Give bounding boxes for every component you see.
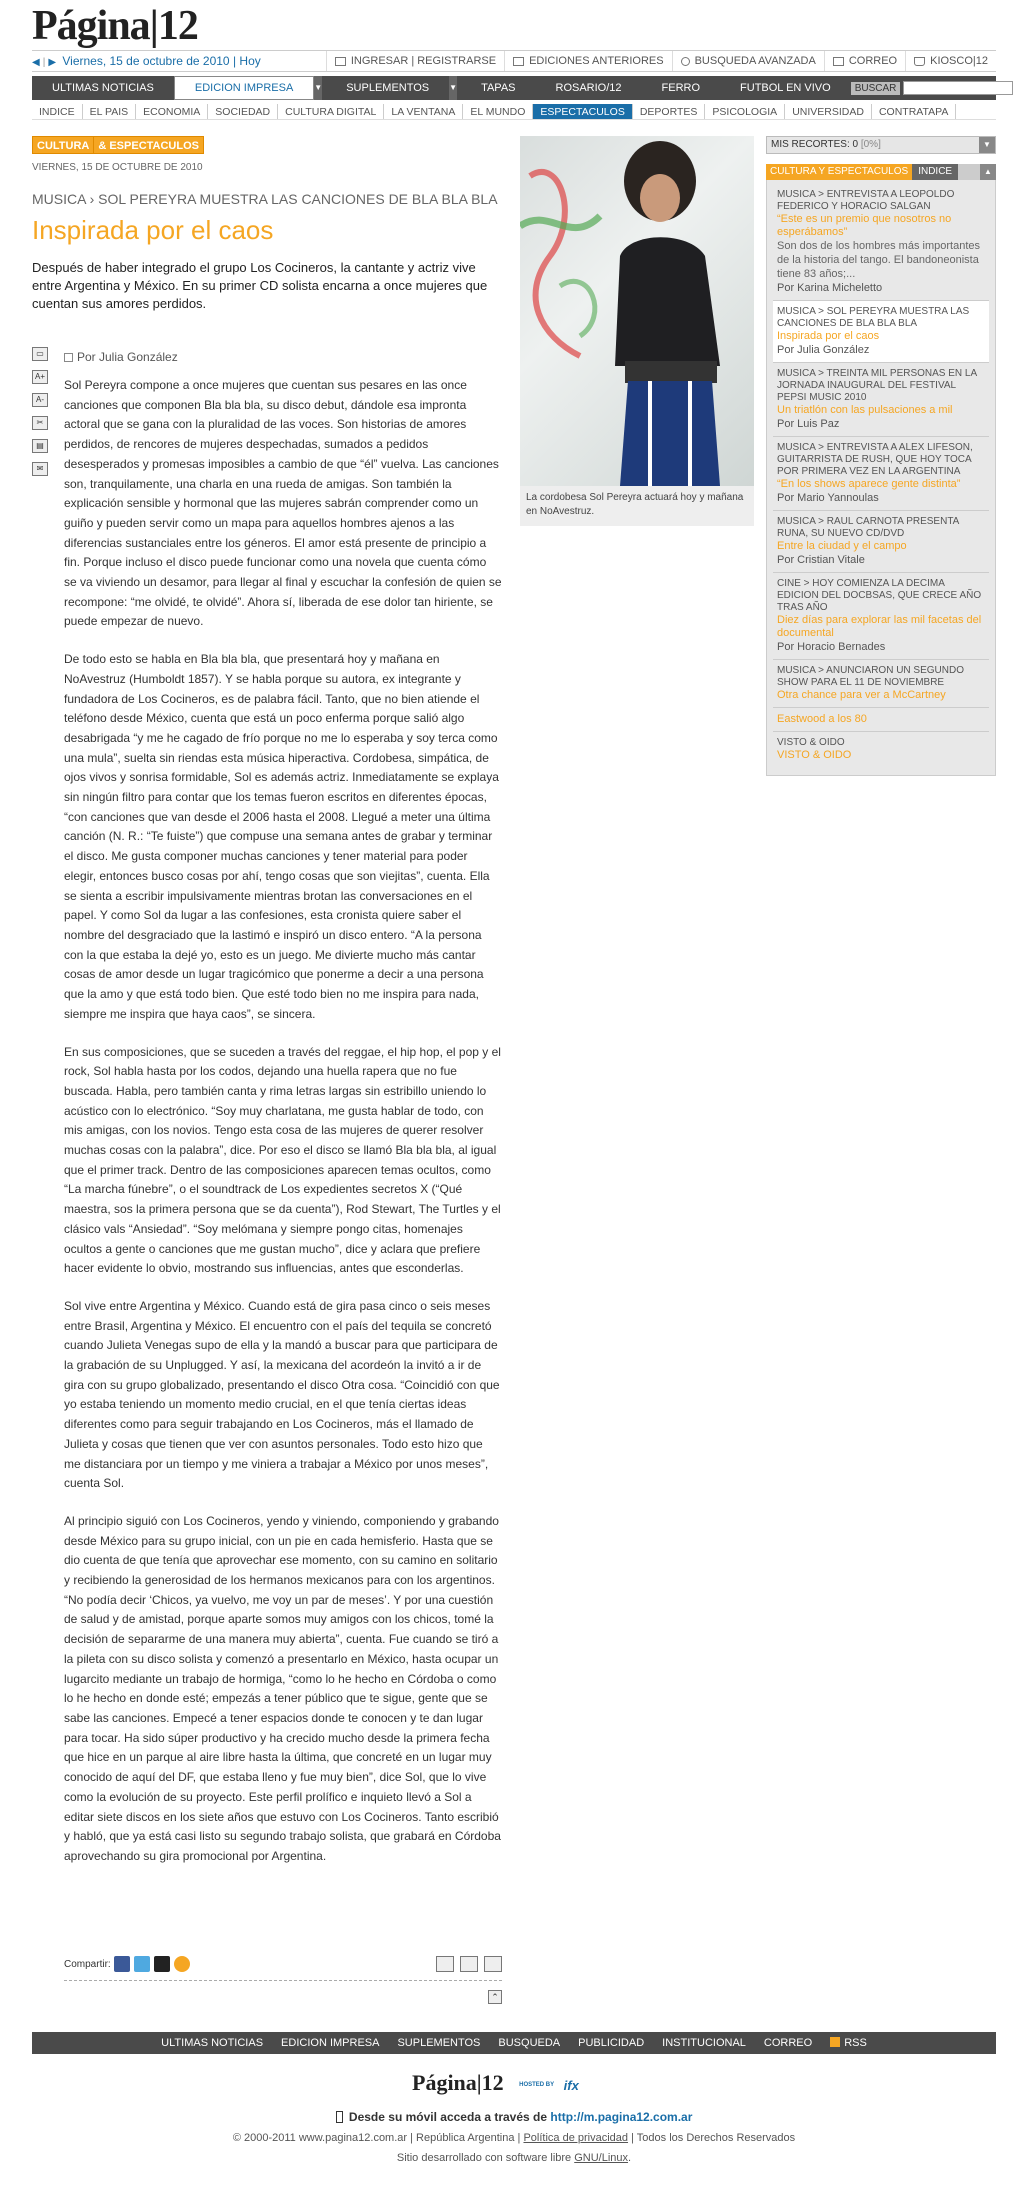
copyright: © 2000-2011 www.pagina12.com.ar | República Argentina | Política de privacidad | Todos los Derechos Reservados bbox=[232, 2132, 796, 2144]
font-decrease-icon[interactable]: A- bbox=[32, 393, 48, 407]
section-economia[interactable]: ECONOMIA bbox=[136, 104, 208, 119]
sidebar bbox=[766, 136, 996, 776]
tab-indice[interactable]: INDICE bbox=[912, 164, 958, 180]
photo-image bbox=[520, 136, 754, 486]
nav-tapas[interactable]: TAPAS bbox=[481, 82, 516, 94]
mobile-phone-icon bbox=[336, 2111, 343, 2123]
lock-icon bbox=[335, 57, 346, 66]
play-icon bbox=[64, 353, 73, 362]
social-buttons bbox=[114, 1956, 194, 1972]
facebook-icon[interactable] bbox=[114, 1956, 130, 1972]
advanced-search-link[interactable]: BUSQUEDA AVANZADA bbox=[672, 51, 824, 71]
list-item[interactable]: MUSICA > ANUNCIARON UN SEGUNDO SHOW PARA EL 11 DE NOVIEMBRE Otra chance para ver a McCartney bbox=[773, 660, 989, 708]
hosted-by-label: HOSTED BY bbox=[519, 2081, 555, 2088]
singer-illustration bbox=[520, 136, 754, 486]
mobile-url-link[interactable]: http://m.pagina12.com.ar bbox=[550, 2110, 693, 2124]
site-logo[interactable] bbox=[32, 4, 198, 48]
article-headline: Inspirada por el caos bbox=[32, 215, 274, 245]
nav-ferro[interactable]: FERRO bbox=[661, 82, 701, 94]
byline: Por Julia González bbox=[64, 350, 178, 364]
section-universidad[interactable]: UNIVERSIDAD bbox=[785, 104, 872, 119]
photo-caption: La cordobesa Sol Pereyra actuará hoy y mañana en NoAvestruz. bbox=[526, 492, 744, 517]
logo-text[interactable]: Página|12 bbox=[32, 3, 198, 49]
scissors-icon[interactable]: ✂ bbox=[32, 416, 48, 430]
nav-suplementos[interactable]: SUPLEMENTOS bbox=[346, 82, 430, 94]
top-bar bbox=[32, 50, 996, 72]
mail-link[interactable]: CORREO bbox=[824, 51, 905, 71]
search-button[interactable]: BUSCAR bbox=[851, 82, 901, 95]
nav-futbol-en-vivo[interactable]: FUTBOL EN VIVO bbox=[740, 82, 831, 94]
back-to-top-icon[interactable]: ⌃ bbox=[488, 1990, 502, 2004]
list-item[interactable]: MUSICA > ENTREVISTA A ALEX LIFESON, GUITARRISTA DE RUSH, QUE HOY TOCA POR PRIMERA VEZ EN LA ARGENTINA “En los shows aparece gente distinta” Por Mario Yannoulas bbox=[773, 437, 989, 511]
list-item[interactable]: MUSICA > ENTREVISTA A LEOPOLDO FEDERICO Y HORACIO SALGAN “Este es un premio que nosotros no esperábamos” Son dos de los hombres más importantes de la historia del tango. El bandoneonista tiene 83 años;... Por Karina Micheletto bbox=[773, 184, 989, 301]
chevron-down-icon[interactable]: ▼ bbox=[449, 76, 457, 100]
share-tools bbox=[430, 1956, 502, 1972]
mail-icon bbox=[833, 57, 844, 66]
footer-ultimas-noticias[interactable]: ULTIMAS NOTICIAS bbox=[161, 2037, 264, 2049]
share-bar bbox=[64, 1953, 502, 1981]
nav-ultimas-noticias[interactable]: ULTIMAS NOTICIAS bbox=[52, 82, 154, 94]
footer-publicidad[interactable]: PUBLICIDAD bbox=[578, 2037, 645, 2049]
nav-rosario12[interactable]: ROSARIO/12 bbox=[555, 82, 622, 94]
page bbox=[32, 0, 996, 2189]
meneame-icon[interactable] bbox=[174, 1956, 190, 1972]
clippings-percent: [0%] bbox=[860, 139, 881, 150]
footer-suplementos[interactable]: SUPLEMENTOS bbox=[397, 2037, 481, 2049]
scissors-icon[interactable] bbox=[436, 1956, 454, 1972]
share-label: Compartir: bbox=[64, 1959, 111, 1970]
article-body bbox=[64, 376, 502, 1885]
print-icon[interactable] bbox=[460, 1956, 478, 1972]
article-lead: Después de haber integrado el grupo Los Cocineros, la cantante y actriz vive entre Argentina y México. En su primer CD solista encarna a once mujeres que cuentan sus amores perdidos. bbox=[32, 260, 488, 311]
section-deportes[interactable]: DEPORTES bbox=[633, 104, 706, 119]
font-increase-icon[interactable]: A+ bbox=[32, 370, 48, 384]
gnu-linux-link[interactable]: GNU/Linux bbox=[574, 2152, 629, 2164]
today-link[interactable]: Hoy bbox=[239, 54, 261, 68]
cart-icon bbox=[914, 57, 925, 66]
email-icon[interactable] bbox=[484, 1956, 502, 1972]
delicious-icon[interactable] bbox=[154, 1956, 170, 1972]
clippings-label: MIS RECORTES: 0 bbox=[771, 139, 859, 150]
next-day-arrow-icon[interactable]: ▶ bbox=[48, 57, 57, 68]
list-item[interactable]: MUSICA > TREINTA MIL PERSONAS EN LA JORNADA INAUGURAL DEL FESTIVAL PEPSI MUSIC 2010 Un triatlón con las pulsaciones a mil Por Luis Paz bbox=[773, 363, 989, 437]
chevron-down-icon[interactable]: ▼ bbox=[314, 76, 322, 100]
email-icon[interactable]: ✉ bbox=[32, 462, 48, 476]
footer-edicion-impresa[interactable]: EDICION IMPRESA bbox=[281, 2037, 380, 2049]
article-photo bbox=[520, 136, 754, 526]
kiosco-link[interactable]: KIOSCO|12 bbox=[905, 51, 996, 71]
footer-rss[interactable]: RSS bbox=[821, 2032, 876, 2054]
footer-institucional[interactable]: INSTITUCIONAL bbox=[662, 2037, 746, 2049]
article-kicker: MUSICA › SOL PEREYRA MUESTRA LAS CANCIONES DE BLA BLA BLA bbox=[32, 191, 498, 207]
footer-nav bbox=[32, 2032, 996, 2054]
footer-busqueda[interactable]: BUSQUEDA bbox=[498, 2037, 561, 2049]
past-editions-link[interactable]: EDICIONES ANTERIORES bbox=[504, 51, 671, 71]
section-sociedad[interactable]: SOCIEDAD bbox=[208, 104, 278, 119]
rss-icon bbox=[830, 2037, 840, 2047]
chevron-down-icon[interactable]: ▼ bbox=[979, 137, 995, 153]
nav-edicion-impresa[interactable]: EDICION IMPRESA bbox=[174, 76, 314, 100]
mobile-notice: Desde su móvil acceda a través de http://m.pagina12.com.ar bbox=[32, 2110, 996, 2124]
twitter-icon[interactable] bbox=[134, 1956, 150, 1972]
paragraph: En sus composiciones, que se suceden a través del reggae, el hip hop, el pop y el rock, Sol habla hasta por los codos, dejando una huella rapera que no fue buscada. Habla, pero también canta y rima letras largas sin estribillo uniendo lo acústico con lo electrónico. “Soy muy charlatana, me gusta hablar de todo, con mis amigas, con los novios. Tengo esta cosa de las mujeres de querer resolver muchas cosas con la palabra”, dice. Por eso el disco se llamó Bla bla bla, al igual que el primer track. Dentro de las composiciones aparecen temas ocultos, como “La marcha fúnebre”, o el soundtrack de Los expedientes secretos X (“Qué maestra, sos la primera persona que se da cuenta”), Rod Stewart, The Turtles y el clásico vals “Ansiedad”. “Soy melómana y siempre pongo citas, homenajes ocultos a gente o canciones que me gustan mucho”, dice y aclara que prefiere hacer evidente lo obvio, mostrando sus influencias, antes que esconderlas. bbox=[64, 1044, 501, 1276]
article-tools bbox=[32, 347, 48, 485]
search-icon bbox=[681, 57, 690, 66]
section-indice[interactable]: INDICE bbox=[32, 104, 83, 119]
login-register-link[interactable]: INGRESAR | REGISTRARSE bbox=[326, 51, 504, 71]
top-links bbox=[326, 51, 996, 71]
paragraph: Sol vive entre Argentina y México. Cuando está de gira pasa cinco o seis meses entre Brasil, Argentina y México. El encuentro con el país del tequila se concretó cuando Julieta Venegas supo de ella y la mandó a buscar para que participara de la grabación de su Unplugged. Y así, la mexicana del acordeón la invitó a ir de gira con su grupo globalizado, presentando el disco Otra cosa. “Coincidió con que yo estaba teniendo un momento medio crucial, en el que tenía ciertas ideas diferentes como para seguir trabajando en Los Cocineros, más el llamado de Julieta y cosas que tienen que ver con asuntos personales. Todo esto hizo que me distanciara por un tiempo y me viniera a trabajar a México por unos meses”, cuenta Sol. bbox=[64, 1298, 500, 1491]
section-el-pais[interactable]: EL PAIS bbox=[83, 104, 137, 119]
search-input[interactable] bbox=[903, 81, 1013, 95]
article-date: VIERNES, 15 DE OCTUBRE DE 2010 bbox=[32, 162, 203, 173]
my-clippings[interactable] bbox=[766, 136, 996, 154]
section-la-ventana[interactable]: LA VENTANA bbox=[384, 104, 463, 119]
comment-icon[interactable]: ▭ bbox=[32, 347, 48, 361]
calendar-icon bbox=[513, 57, 524, 66]
section-badge[interactable]: CULTURA & ESPECTACULOS bbox=[32, 136, 204, 154]
sidebar-list bbox=[766, 180, 996, 776]
nav-search bbox=[851, 76, 1020, 100]
section-el-mundo[interactable]: EL MUNDO bbox=[463, 104, 533, 119]
current-date: Viernes, 15 de octubre de 2010 bbox=[62, 54, 230, 68]
section-contratapa[interactable]: CONTRATAPA bbox=[872, 104, 956, 119]
footer-correo[interactable]: CORREO bbox=[763, 2037, 813, 2049]
footer-logo-text: Página|12 bbox=[412, 2070, 504, 2095]
paragraph: De todo esto se habla en Bla bla bla, que presentará hoy y mañana en NoAvestruz (Humboldt 1857). Y se habla porque su autora, ex integrante y fundadora de Los Cocineros, es de palabra fácil. Tanto, que no bien atiende el teléfono desde México, cuenta que está un poco enferma porque salió algo desabrigada “y me he cagado de frío porque no me lo esperaba y soy terca como una mula”, suelta sin riendas esta música hiperactiva. Cordobesa, simpática, de ojos vivos y sonrisa formidable, Sol es además actriz. Inmediatamente se explaya sin ningún filtro para contar que los temas fueron escritos en diferentes épocas, “con canciones que van desde el 2006 hasta el 2008. Llegué a meter una última canción (N. R.: “Te fuiste”) que compuse una semana antes de grabar y terminar el disco. Me gusta componer muchas canciones y tener material para poder elegir, entonces busco cosas por ahí, tengo cosas que son viejitas”, cuenta. Ella se sienta a escribir impulsivamente mientras brotan las conversaciones en el papel. Y como Sol da lugar a las confesiones, esta cronista quiere saber el nombre del desgraciado que la lastimó e inspiró un disco entero. “A la persona con la que estaba la dejé yo, esto es un juego. Me divierte mucho más cantar cosas de amor desde un lugar tragicómico que ponerme a decir a una persona que la amo y que está todo bien. Que esté todo bien no me inspira para nada, siempre me inspira que haya caos”, se sincera. bbox=[64, 652, 499, 1021]
date-box: ◀ | ▶ Viernes, 15 de octubre de 2010 | Hoy bbox=[32, 54, 261, 68]
list-item[interactable]: VISTO & OIDO VISTO & OIDO bbox=[777, 737, 852, 761]
list-item-current[interactable]: MUSICA > SOL PEREYRA MUESTRA LAS CANCIONES DE BLA BLA BLA Inspirada por el caos Por Julia González bbox=[773, 301, 989, 363]
section-espectaculos[interactable]: ESPECTACULOS bbox=[533, 104, 632, 119]
section-psicologia[interactable]: PSICOLOGIA bbox=[705, 104, 785, 119]
chevron-up-icon[interactable]: ▲ bbox=[980, 164, 996, 180]
sidebar-tabs bbox=[766, 164, 996, 180]
main-nav bbox=[32, 76, 996, 100]
paragraph: Sol Pereyra compone a once mujeres que cuentan sus pesares en las once canciones que componen Bla bla bla, su disco debut, dándole esa impronta actoral que se gana con la pluralidad de las voces. Son historias de amores perdidos, de rencores de mujeres despechadas, sumados a pedidos desesperados y promesas imposibles a cambio de que “él” vuelva. Las canciones son, tranquilamente, una charla en una rueda de amigas. Son también la explicación sensible y hormonal que las mujeres sabrán comprender como un guiño y pueden servir como un mapa para aquellos hombres ajenos a las diferencias sustanciales entre los géneros. El amor está presente de principio a fin. Porque incluso el disco puede funcionar como una novela que cuenta cómo se va viviendo un desamor, para llegar al final y escuchar la confesión de quien se recompone: “me olvidé, te olvidé”. Ahora sí, liberada de ese dolor tan hiriente, se puede empezar de nuevo. bbox=[64, 378, 502, 629]
list-item[interactable]: MUSICA > RAUL CARNOTA PRESENTA RUNA, SU NUEVO CD/DVD Entre la ciudad y el campo Por Cristian Vitale bbox=[773, 511, 989, 573]
software-notice: Sitio desarrollado con software libre GNU/Linux. bbox=[396, 2152, 632, 2164]
tab-cultura[interactable]: CULTURA Y ESPECTACULOS bbox=[766, 164, 912, 180]
section-cultura-digital[interactable]: CULTURA DIGITAL bbox=[278, 104, 384, 119]
article bbox=[32, 136, 502, 313]
ifx-logo[interactable]: ifx bbox=[563, 2078, 579, 2093]
list-item[interactable]: CINE > HOY COMIENZA LA DECIMA EDICION DEL DOCBSAS, QUE CRECE AÑO TRAS AÑO Diez días para explorar las mil facetas del documental Por Horacio Bernades bbox=[773, 573, 989, 660]
section-nav bbox=[32, 104, 996, 120]
list-item[interactable]: Eastwood a los 80 bbox=[773, 708, 989, 732]
privacy-policy-link[interactable]: Política de privacidad bbox=[523, 2132, 629, 2144]
footer-logo[interactable] bbox=[412, 2070, 632, 2096]
print-icon[interactable]: ▤ bbox=[32, 439, 48, 453]
paragraph: Al principio siguió con Los Cocineros, yendo y viniendo, componiendo y grabando desde México para su grupo inicial, con un pie en cada hemisferio. Hasta que se dio cuenta de que tenía que aprovechar ese momento, con su camino en solitario y recibiendo la generosidad de los hermanos mexicanos para con los argentinos. “No podía decir ‘Chicos, ya vuelvo, me voy un par de meses’. Y por una cuestión de salud y de amistad, porque aparte somos muy amigos con los chicos, tomé la decisión de separarme de una manera muy abierta”, cuenta. Fue cuando se tiró a la pileta con su disco solista y comenzó a presentarlo en México, hasta ocupar un lugarcito mediante un trabajo de hormiga, “como lo he hecho en Córdoba o como lo he hecho en donde esté; empezás a tener público que te sigue, gente que se sabe las canciones. Empecé a tener espacios donde te conocen y te dan lugar para tocar. Ha sido súper productivo y ha crecido mucho desde la primera fecha que hice en un parque al aire libre hasta la última, que concreté en un lugar muy conocido de aquí del DF, que estaba lleno y fue muy bien”, dice Sol, que lo vive como la evolución de su proyecto. Este perfil prolífico e inquieto llevó a Sol a editar siete discos en los siete años que estuvo con Los Cocineros. Tanto escribió y habló, que ya está casi listo su segundo trabajo solista, que grabará en Córdoba aprovechando su gira promocional por Argentina. bbox=[64, 1513, 501, 1863]
prev-day-arrow-icon[interactable]: ◀ bbox=[32, 57, 40, 68]
